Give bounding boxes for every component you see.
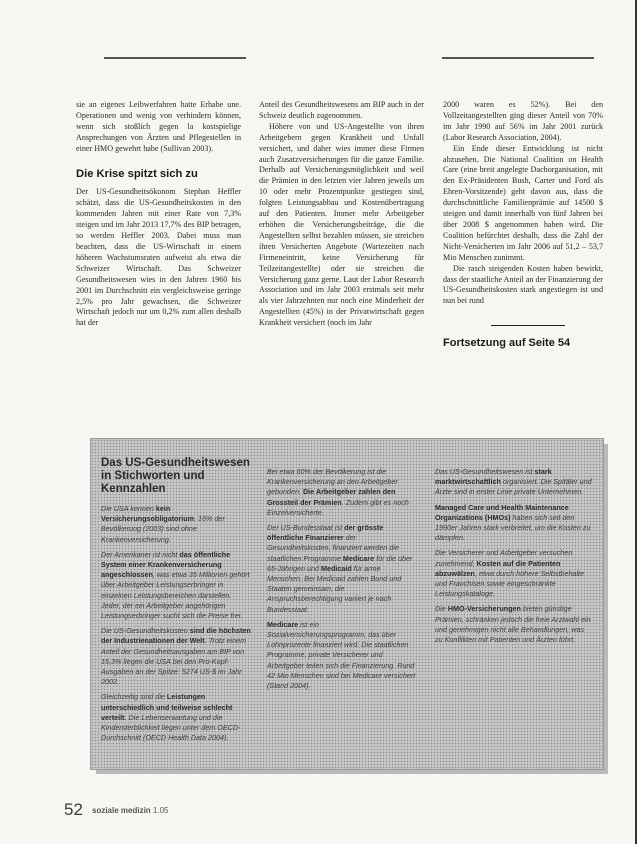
info-box-emphasis: Kosten auf die Patienten abzuwälzen xyxy=(435,558,561,578)
info-box-emphasis: der grösste öffentliche Finanzierer xyxy=(267,523,384,543)
paragraph: Die rasch steigenden Kosten haben bewirkt, dass der staatliche Anteil an der Finanzierung der US-Gesundheitskosten stark angestiegen ist und nun bei rund xyxy=(443,263,603,306)
info-box-text: der Gesundheitskosten, finanziert werden die staatlichen Programme xyxy=(267,533,399,563)
page-number: 52 xyxy=(64,800,83,819)
article-column-2 xyxy=(259,100,424,329)
info-box-text: . Trotz einem Anteil der Gesundheitsausgaben am BIP von 15,3% liegen die USA bei den Pro-Kopf-Ausgaben an der Spitze: 5274 US-$ im Jahr 2002. xyxy=(101,636,247,687)
info-box-item xyxy=(435,467,593,498)
info-box-item xyxy=(435,548,593,599)
info-box-text: für arme Menschen. Bei Medicaid zahlen Bund und Staaten gemeinsam, die Anspruchsberechtigung variiert je nach Bundesstaat. xyxy=(267,563,402,614)
info-box-text: Die USA kennen xyxy=(101,504,156,513)
info-box-text: Der Amerikaner ist nicht xyxy=(101,549,180,559)
continuation-note: Fortsetzung auf Seite 54 xyxy=(443,337,571,350)
magazine-name: soziale medizin xyxy=(92,806,151,815)
paragraph: Höhere von und US-Angestellte von ihren Arbeitgebern gegen Krankheit und Unfall versichert, und daher wies immer diese Firmen auch Zusatzversicherungen für die ganze Familie. Derhalb auf Versicherungsmöglichkeit und weil die Prämien in den letzten vier Jahren jeweils um 10 oder mehr Prozentpunkte gestiegen sind, folgten Leistungsabbau und Kostenübertragung auf den Patienten. Immer mehr Arbeitgeber erhöhen die Versicherungsbeiträge, die die Angestellten selbst bezahlen müssen, sie streichen ihren Versicherten Angebote (Wartezeiten nach Firmeneintritt, keine Versicherung für Teilzeitangestellte) oder sie streichen die Versicherung ganz gerne. Laut der Labor Research Association und im Jahr 2003 erstmals seit mehr als vier Jahrzehnten nur noch eine Minderheit der Angestellten (45%) in der Privatwirtschaft gegen Krankheit versichert (noch im Jahr xyxy=(259,121,424,328)
paragraph: 2000 waren es 52%). Bei den Vollzeitangestellten ging dieser Anteil von 70% im Jahr 1990 auf 56% im Jahr 2001 zurück (Labor Research Association, 2004). xyxy=(443,100,603,142)
info-box-item xyxy=(101,692,251,743)
info-box-column-2 xyxy=(267,467,417,696)
info-box-item xyxy=(435,604,593,645)
info-box-item xyxy=(101,626,251,687)
magazine-credit xyxy=(92,806,169,815)
info-box-text: Gleichzeitig sind die xyxy=(101,692,167,702)
info-box-item xyxy=(267,523,417,615)
info-box-text: Bei etwa 60% der Bevölkerung ist die Krankenversicherung an den Arbeitgeber gebunden. xyxy=(267,467,398,497)
info-box-emphasis: Medicare xyxy=(267,619,299,629)
info-box-item xyxy=(435,503,593,544)
paragraph: Der US-Gesundheitsökonom Stephan Heffler schätzt, dass die US-Gesundheitskosten in den kommenden Jahren mit einer Rate von 7,3% steigen und im Jahr 2013 17,7% des BIP betragen, so werden Heffler 2003. Dabei muss man beachten, dass die US-Wirtschaft in einem höheren Wachstumsraten aufweist als etwa die Schweizer Wirtschaft. Das Schweizer Gesundheitswesen wies in den Jahren 1960 bis 2001 im Durchschnitt ein vergleichsweise geringe 2,5% pro Jahr gewachsen, die Schweizer Wirtschaft jedoch nur um 0,2% zum allen deshalb hat der xyxy=(76,187,241,328)
paragraph: Anteil des Gesundheitswesens am BIP auch in der Schweiz deutlich zugenommen. xyxy=(259,100,424,120)
info-box-text: . Zudem gibt es noch Einzelversicherte. xyxy=(267,497,409,517)
top-rule-right xyxy=(442,57,594,59)
info-box-emphasis: Leistungen unterschiedlich und teilweise schlecht verteilt xyxy=(101,692,233,722)
info-box-text: für die über 65-Jährigen und xyxy=(267,553,413,573)
info-box-text: , was etwa 35 Millionen gehört über Arbeitgeber Leistungserbringer in einzelnen Leistungsbereichen darstellen. Jeder, der ein Arbeitgeber angehörigen Leistungserbringer sucht sich die Preise frei. xyxy=(101,570,250,621)
info-box xyxy=(90,438,604,770)
issue-number: 1.05 xyxy=(152,806,169,815)
article-column-1 xyxy=(76,100,241,329)
info-box-text: . Die Lebenserwartung und die Kindersterblichkeit liegen unter dem OECD-Durchschnitt (OECD Health Data 2004). xyxy=(101,712,241,743)
info-box-emphasis: kein Versicherungsobligatorium xyxy=(101,504,195,524)
info-box-text: bieten günstige Prämien, schränken jedoch die freie Arztwahl ein und genehmigen nicht alle Behandlungen, was zu Konflikten mit Patienten und Ärzten führt. xyxy=(435,604,591,645)
info-box-emphasis: Medicare xyxy=(342,553,375,563)
info-box-emphasis: stark marktwirtschaftlich xyxy=(435,467,552,487)
info-box-item xyxy=(101,550,251,621)
info-box-title: Das US-Gesundheitswesen in Stichworten und Kennzahlen xyxy=(101,457,250,495)
info-box-emphasis: sind die höchsten der Industrienationen der Welt xyxy=(101,626,251,646)
paragraph: Ein Ende dieser Entwicklung ist nicht abzusehen. Die National Coalition on Health Care (eine breit angelegte Dachorganisation, mit den Ex-Präsidenten Bush, Carter und Ford als Ehren-Vorsitzende) geht davon aus, dass die durchschnittliche Familienprämie auf 14500 $ steigen und damit innerhalb von fünf Jahren bei über 2008 $ angenommen haben wird. Die Coalition befürchtet deshalb, dass die Zahl der Nicht-Versicherten im Jahr 2006 auf 51,2 – 53,7 Mio Menschen zunimmt. xyxy=(443,143,603,262)
section-heading: Die Krise spitzt sich zu xyxy=(76,167,198,180)
info-box-text: Die Versicherer und Arbeitgeber versuchen zunehmend, xyxy=(435,548,573,568)
top-rule-left xyxy=(104,57,246,59)
info-box-emphasis: Die Arbeitgeber zahlen den Grossteil der Prämien xyxy=(267,487,396,507)
info-box-column-1 xyxy=(101,457,251,748)
info-box-items xyxy=(101,504,251,743)
article-column-3 xyxy=(443,100,603,349)
info-box-item xyxy=(101,504,251,545)
info-box-text: Die xyxy=(435,604,448,614)
info-box-emphasis: Medicaid xyxy=(320,563,352,573)
info-box-item xyxy=(267,620,417,691)
info-box-emphasis: Managed Care und Health Maintenance Organizations (HMOs) xyxy=(435,502,569,522)
info-box-column-3 xyxy=(435,467,593,650)
paragraph: sie an eigenes Leibwerfahren hatte Erhabe une. Operationen und wenig von verhindern können, wenn sich stoßlich gegen la kostspielige Ansprechungen von Ärzten und Pflegestellen in einer HMO gewehrt habe (Sullivan 2003). xyxy=(76,100,241,153)
info-box-item xyxy=(267,467,417,518)
info-box-text: Das US-Gesundheitswesen ist xyxy=(435,467,535,476)
info-box-text: organisiert. Die Spitäler und Ärzte sind in erster Linie private Unternehmen. xyxy=(435,477,592,497)
info-box-emphasis: das öffentliche System einer Krankenversicherung angeschlossen xyxy=(101,549,231,580)
info-box-items xyxy=(267,467,417,691)
info-box-text: Der US-Bundesstaat ist xyxy=(267,523,345,533)
info-box-text: , etwa durch höhere Selbstbehalte und Franchisen sowie eingeschränkte Leistungskataloge. xyxy=(435,568,585,599)
continuation-rule xyxy=(491,325,565,326)
page-footer xyxy=(64,800,169,820)
info-box-text: ist ein Sozialversicherungsprogramm, das über Lohnprozente finanziert wird. Die staatlichen Programme, private Versicherer und Arbeitgeber teilen sich die Finanzierung. Rund 42 Mio Menschen sind bei Medicare versichert (Stand 2004). xyxy=(267,619,416,691)
info-box-text: . 16% der Bevölkerung (2003) sind ohne Krankenversicherung. xyxy=(101,514,225,544)
info-box-emphasis: HMO-Versicherungen xyxy=(447,604,521,614)
info-box-text: haben sich seit den 1990er Jahren stark verbreitet, um die Kosten zu dämpfen. xyxy=(435,512,591,543)
info-box-text: Die US-Gesundheitskosten xyxy=(101,626,190,636)
info-box-items xyxy=(435,467,593,645)
